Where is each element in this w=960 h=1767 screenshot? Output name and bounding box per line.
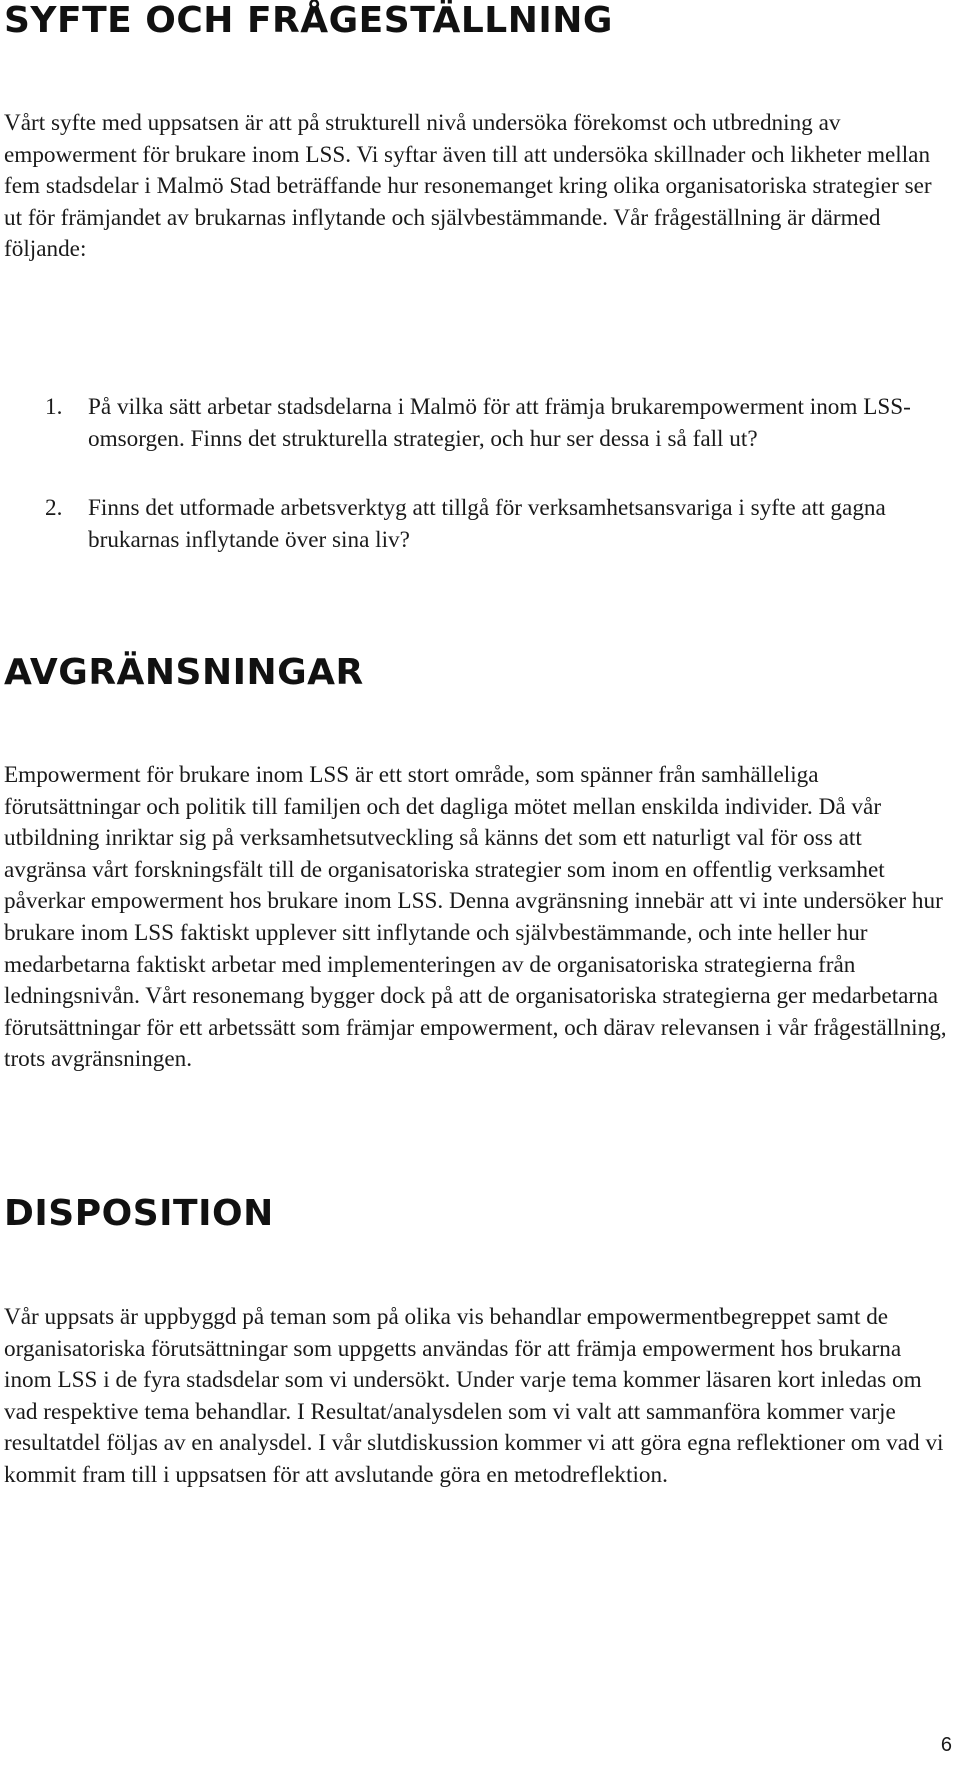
- heading-disposition: DISPOSITION: [4, 1193, 274, 1234]
- heading-avgransningar: AVGRÄNSNINGAR: [4, 652, 364, 693]
- page-number: 6: [940, 1734, 952, 1756]
- question-text: Finns det utformade arbetsverktyg att tillgå för verksamhetsansvariga i syfte att gagna brukarnas inflytande över sina liv?: [88, 495, 886, 553]
- heading-syfte: SYFTE OCH FRÅGESTÄLLNING: [4, 0, 613, 41]
- question-text: På vilka sätt arbetar stadsdelarna i Malmö för att främja brukarempowerment inom LSS-omsorgen. Finns det strukturella strategier, och hur ser dessa i så fall ut?: [88, 394, 911, 452]
- question-list: [45, 392, 950, 556]
- paragraph-syfte: Vårt syfte med uppsatsen är att på strukturell nivå undersöka förekomst och utbredning av empowerment för brukare inom LSS. Vi syftar även till att undersöka skillnader och likheter mellan fem stadsdelar i Malmö Stad beträffande hur resonemanget kring olika organisatoriska strategier ser ut för främjandet av brukarnas inflytande och självbestämmande. Vår frågeställning är därmed följande:: [4, 110, 932, 263]
- question-number: 2.: [45, 495, 63, 522]
- paragraph-disposition: Vår uppsats är uppbyggd på teman som på olika vis behandlar empowermentbegreppet samt de organisatoriska förutsättningar som uppgetts användas för att främja empowerment hos brukarna inom LSS i de fyra stadsdelar som vi undersökt. Under varje tema kommer läsaren kort inledas om vad respektive tema behandlar. I Resultat/analysdelen som vi valt att sammanföra kommer varje resultatdel följas av en analysdel. I vår slutdiskussion kommer vi att göra egna reflektioner om vad vi kommit fram till i uppsatsen för att avslutande göra en metodreflektion.: [4, 1304, 944, 1488]
- paragraph-avgransningar: Empowerment för brukare inom LSS är ett stort område, som spänner från samhälleliga förutsättningar och politik till familjen och det dagliga mötet mellan enskilda individer. Då vår utbildning inriktar sig på verksamhetsutveckling så känns det som ett naturligt val för oss att avgränsa vårt forskningsfält till de organisatoriska strategier som inom en offentlig verksamhet påverkar empowerment hos brukare inom LSS. Denna avgränsning innebär att vi inte undersöker hur brukare inom LSS faktiskt upplever sitt inflytande och självbestämmande, och inte heller hur medarbetarna faktiskt arbetar med implementeringen av de organisatoriska strategierna från ledningsnivån. Vårt resonemang bygger dock på att de organisatoriska strategierna ger medarbetarna förutsättningar för ett arbetssätt som främjar empowerment, och därav relevansen i vår frågeställning, trots avgränsningen.: [4, 762, 947, 1073]
- question-item-2: [45, 493, 950, 556]
- question-number: 1.: [45, 394, 63, 420]
- question-item-1: [45, 392, 950, 455]
